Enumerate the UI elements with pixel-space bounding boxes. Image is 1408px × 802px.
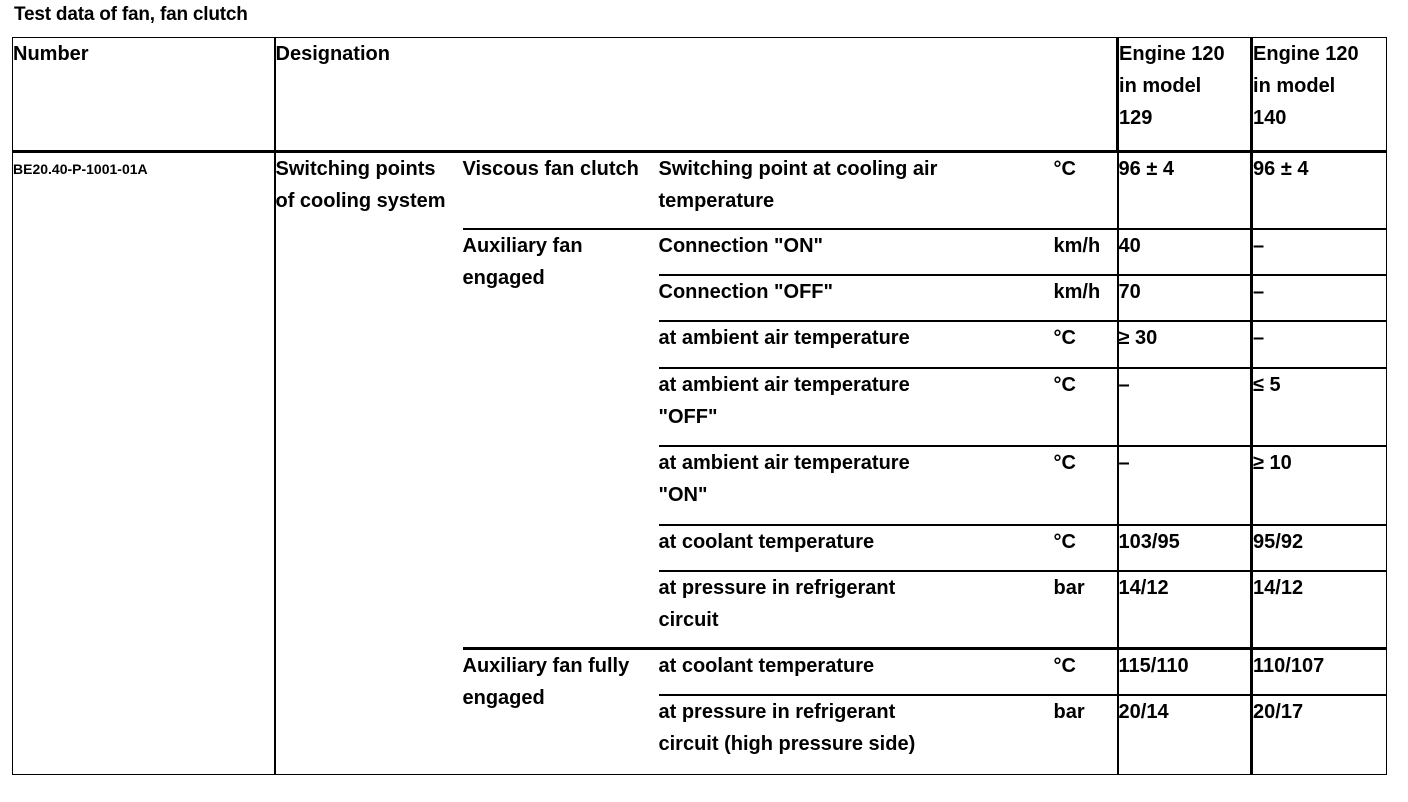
row-desc-line1: at pressure in refrigerant — [658, 700, 896, 723]
group-label — [275, 151, 463, 774]
header-engine-140-line2: in model — [1253, 75, 1336, 97]
row-desc — [659, 695, 1054, 775]
row-value-129: 115/110 — [1118, 649, 1252, 695]
section-viscous-fan-clutch: Viscous fan clutch — [462, 157, 639, 180]
header-engine-129 — [1118, 38, 1252, 152]
row-unit: km/h — [1054, 229, 1118, 275]
row-desc-line1: at pressure in refrigerant — [658, 577, 896, 600]
row-unit: °C — [1054, 321, 1118, 367]
row-desc: at coolant temperature — [659, 649, 1054, 695]
row-value-129: – — [1118, 368, 1252, 447]
row-value-140: 95/92 — [1252, 525, 1387, 571]
header-number: Number — [13, 38, 275, 152]
row-value-140: – — [1252, 321, 1387, 367]
row-value-129: 103/95 — [1118, 525, 1252, 571]
row-desc-line1: Switching point at cooling air — [658, 157, 938, 180]
row-unit: °C — [1054, 151, 1118, 229]
row-value-140: – — [1252, 275, 1387, 321]
row-unit: bar — [1054, 571, 1118, 649]
section-aux-full-line2: engaged — [462, 687, 545, 710]
row-value-140: 14/12 — [1252, 571, 1387, 649]
header-designation: Designation — [275, 38, 1118, 152]
row-desc-line1: at ambient air temperature — [658, 373, 910, 396]
row-desc — [659, 571, 1054, 649]
header-engine-140-line3: 140 — [1253, 107, 1287, 129]
row-unit: bar — [1054, 695, 1118, 775]
section-auxiliary-fan-engaged — [463, 229, 659, 649]
row-value-140: 20/17 — [1252, 695, 1387, 775]
header-engine-129-line2: in model — [1119, 75, 1202, 97]
row-desc-line2: circuit — [658, 609, 719, 632]
row-unit: °C — [1054, 525, 1118, 571]
group-label-line2: of cooling system — [275, 189, 446, 212]
row-desc: Connection "OFF" — [659, 275, 1054, 321]
row-value-129: 20/14 — [1118, 695, 1252, 775]
row-desc: Connection "ON" — [659, 229, 1054, 275]
row-desc-line2: circuit (high pressure side) — [658, 732, 916, 755]
row-desc: at coolant temperature — [659, 525, 1054, 571]
section-aux-engaged-line2: engaged — [462, 266, 545, 289]
section-auxiliary-fan-fully-engaged — [463, 649, 659, 775]
row-value-129: 96 ± 4 — [1118, 151, 1252, 229]
header-engine-129-line1: Engine 120 — [1119, 43, 1225, 65]
table-row — [13, 151, 1387, 229]
row-desc-line2: "ON" — [658, 484, 708, 507]
row-value-129: 14/12 — [1118, 571, 1252, 649]
row-unit: °C — [1054, 649, 1118, 695]
section-aux-full-line1: Auxiliary fan fully — [462, 655, 630, 678]
header-engine-129-line3: 129 — [1119, 107, 1153, 129]
row-desc-line2: "OFF" — [658, 405, 718, 428]
row-value-140: – — [1252, 229, 1387, 275]
row-value-129: ≥ 30 — [1118, 321, 1252, 367]
header-row — [13, 38, 1387, 152]
row-unit: °C — [1054, 446, 1118, 525]
row-unit: °C — [1054, 368, 1118, 447]
entry-number: BE20.40-P-1001-01A — [13, 151, 275, 774]
fan-test-data-table — [12, 37, 1387, 775]
row-desc — [659, 151, 1054, 229]
header-engine-140 — [1252, 38, 1387, 152]
row-desc — [659, 368, 1054, 447]
document-title: Test data of fan, fan clutch — [14, 4, 248, 25]
row-value-129: 40 — [1118, 229, 1252, 275]
row-value-140: 110/107 — [1252, 649, 1387, 695]
group-label-line1: Switching points — [275, 157, 436, 180]
row-desc: at ambient air temperature — [659, 321, 1054, 367]
section-aux-engaged-line1: Auxiliary fan — [462, 234, 583, 257]
row-value-129: – — [1118, 446, 1252, 525]
row-value-129: 70 — [1118, 275, 1252, 321]
row-desc-line2: temperature — [658, 189, 775, 212]
row-desc — [659, 446, 1054, 525]
row-unit: km/h — [1054, 275, 1118, 321]
header-engine-140-line1: Engine 120 — [1253, 43, 1359, 65]
row-value-140: ≥ 10 — [1252, 446, 1387, 525]
row-value-140: 96 ± 4 — [1253, 157, 1309, 180]
row-value-140: ≤ 5 — [1252, 368, 1387, 447]
row-desc-line1: at ambient air temperature — [658, 452, 910, 475]
